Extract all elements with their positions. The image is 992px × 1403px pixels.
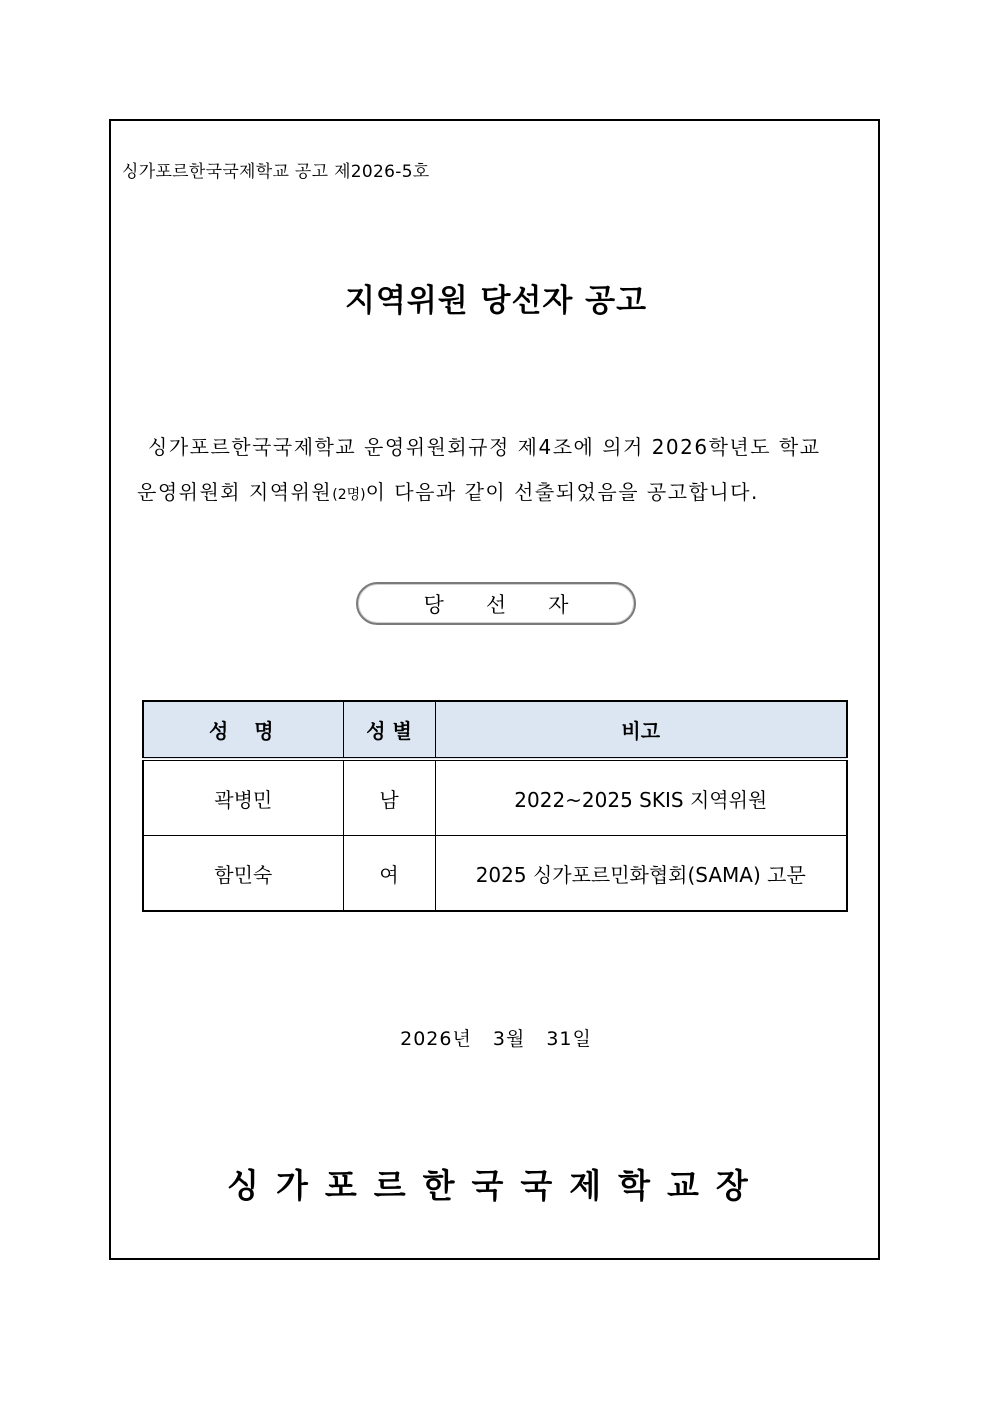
header-name: 성 명: [143, 701, 343, 759]
winners-label-box: [356, 582, 636, 625]
cell-name: 함민숙: [143, 836, 343, 912]
cell-gender: 여: [343, 836, 435, 912]
cell-note: 2025 싱가포르민화협회(SAMA) 고문: [435, 836, 847, 912]
body-line-2-end: 이 다음과 같이 선출되었음을 공고합니다.: [365, 480, 759, 504]
table-row: [143, 836, 847, 912]
body-line-2-count: (2명): [332, 487, 366, 503]
header-note: 비고: [435, 701, 847, 759]
table-header-row: [143, 701, 847, 759]
cell-note: 2022~2025 SKIS 지역위원: [435, 759, 847, 836]
document-title: 지역위원 당선자 공고: [344, 283, 648, 319]
table-row: [143, 759, 847, 836]
cell-name: 곽병민: [143, 759, 343, 836]
body-line-2-start: 운영위원회 지역위원: [137, 480, 333, 504]
winners-label-char-3: 자: [548, 592, 569, 617]
signer-title: 싱가포르한국국제학교장: [227, 1166, 765, 1205]
winners-label-char-1: 당: [423, 592, 444, 617]
notice-date: 2026년 3월 31일: [400, 1028, 592, 1050]
notice-number: 싱가포르한국국제학교 공고 제2026-5호: [122, 162, 430, 182]
header-gender: 성 별: [343, 701, 435, 759]
body-line-1: 싱가포르한국국제학교 운영위원회규정 제4조에 의거 2026학년도 학교: [148, 435, 821, 459]
winners-label-char-2: 선: [485, 592, 507, 617]
body-line-2: [137, 476, 759, 505]
cell-gender: 남: [343, 759, 435, 836]
winners-table: [142, 700, 848, 912]
